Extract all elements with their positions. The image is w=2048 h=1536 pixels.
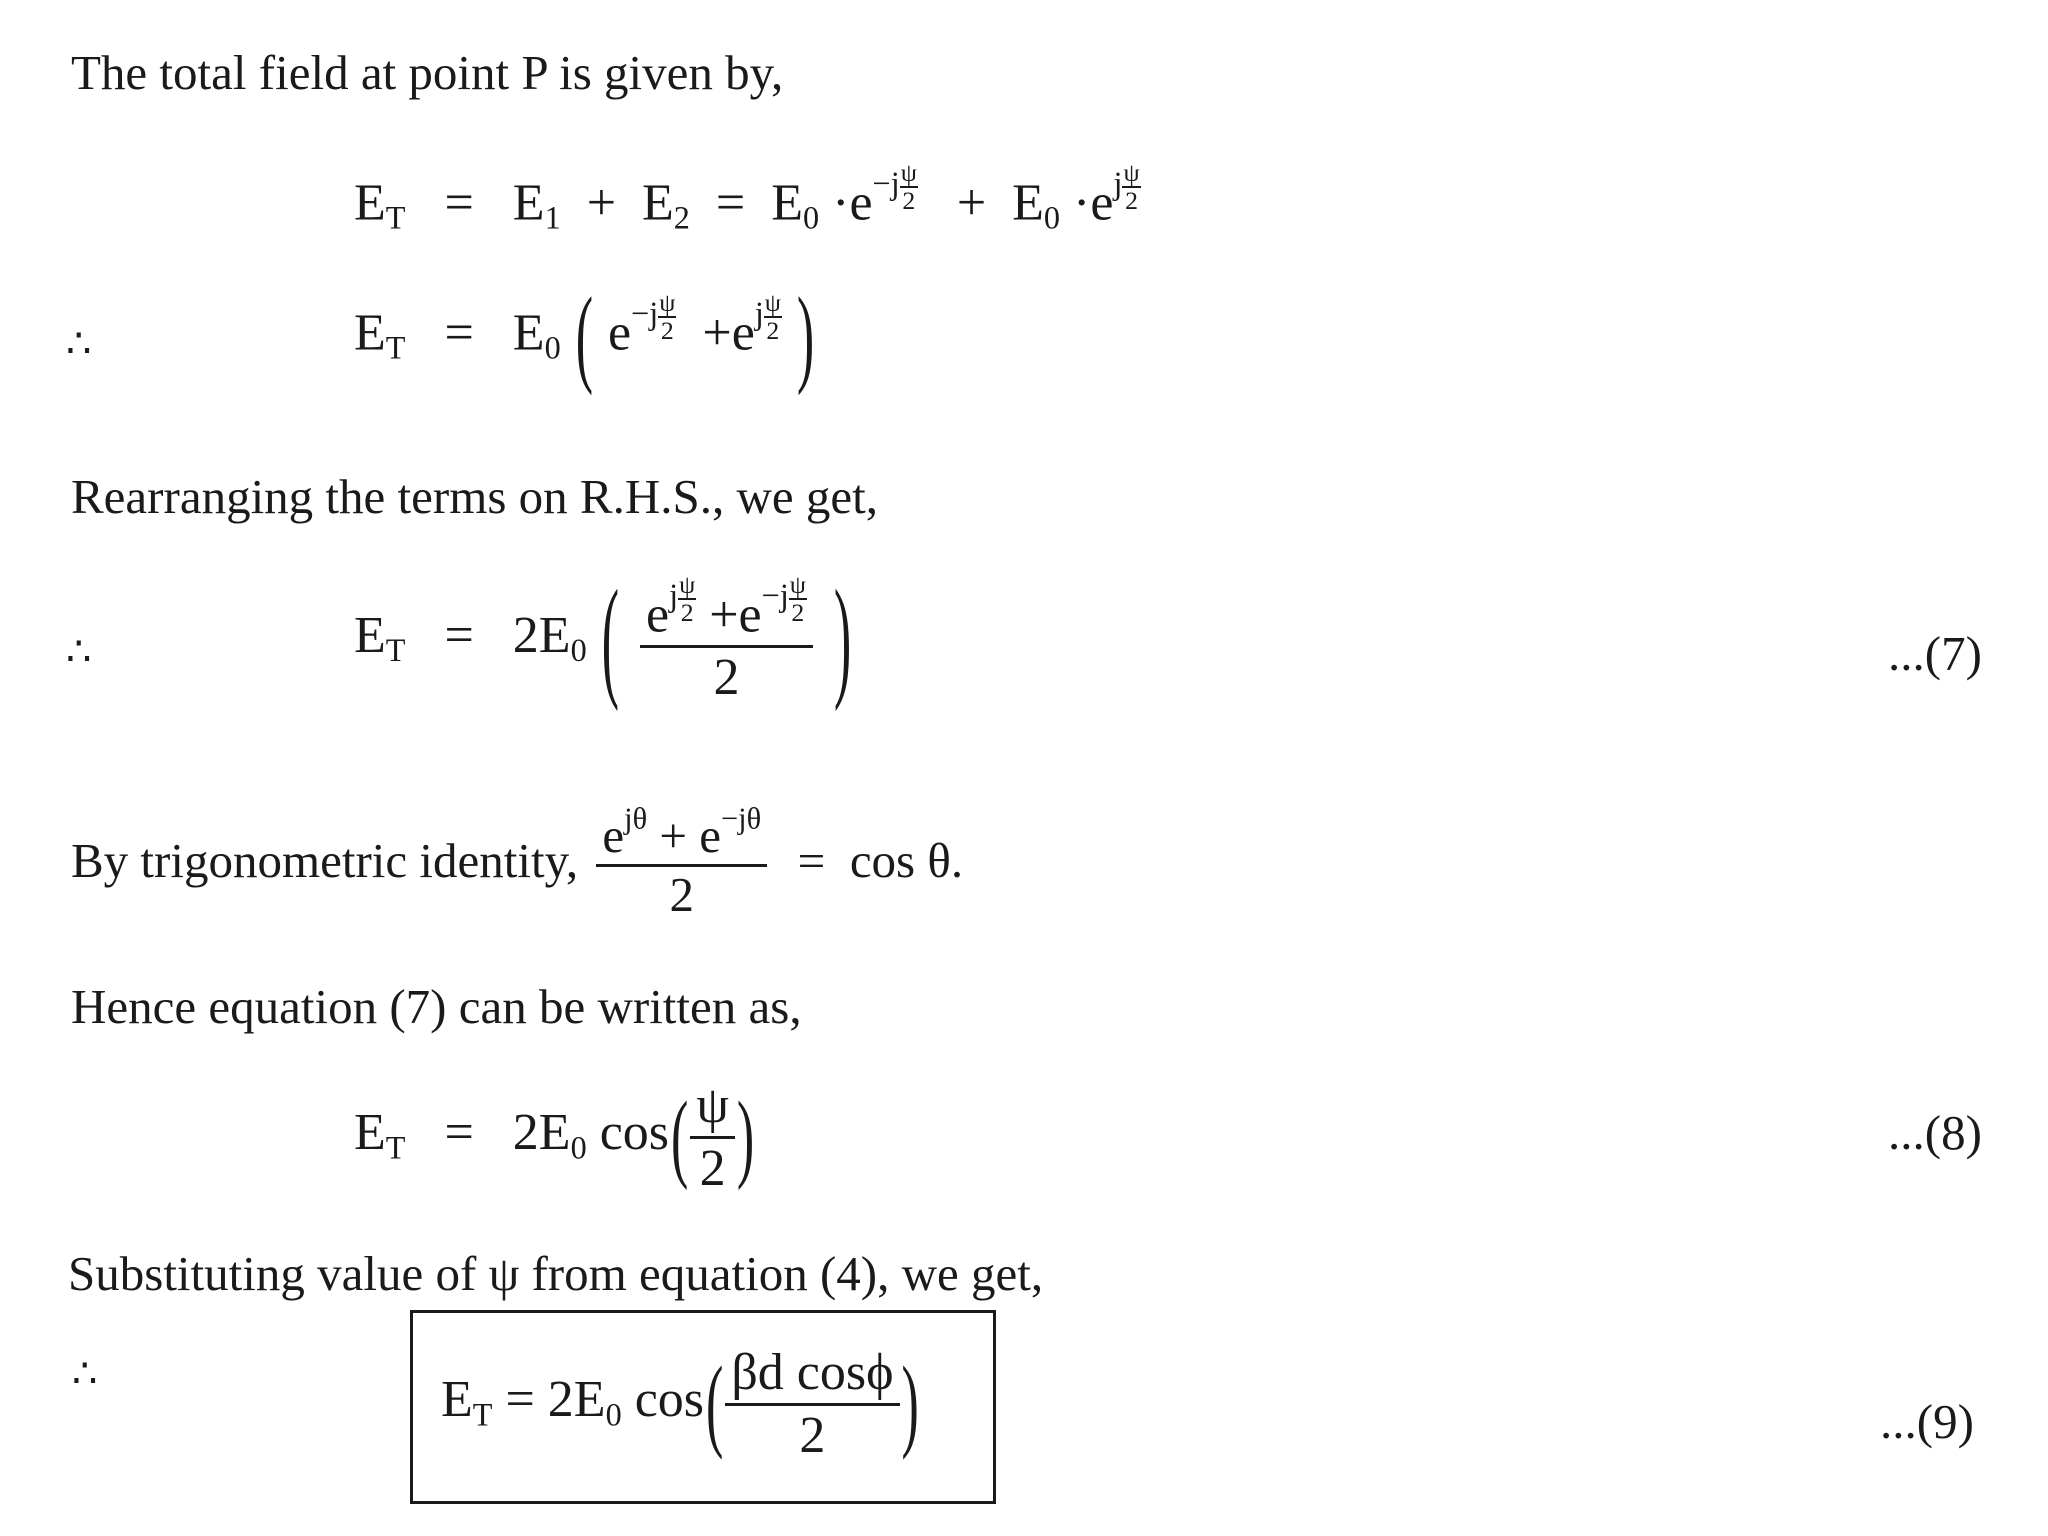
equation-number-9: ...(9)	[1880, 1394, 1974, 1449]
paragraph-hence: Hence equation (7) can be written as,	[71, 979, 802, 1034]
equation-8: $E_T$ = $2E_0$ cos( $\frac{\psi}{2}$ )	[354, 1077, 755, 1197]
paragraph-trig-identity: By trigonometric identity, $\frac{e^{j\theta} + e^{-j\theta}}{2}$ = cos θ.	[71, 801, 964, 923]
therefore-symbol: ∴	[66, 321, 92, 366]
equation-9-box	[410, 1310, 996, 1504]
equation-number-8: ...(8)	[1888, 1105, 1982, 1160]
equation-number-7: ...(7)	[1888, 626, 1982, 681]
equation-total-field-factored: $E_T$ = $E_0$ ( $e^{-j \frac{\psi}{2}}$ $+e^{j \frac{\psi}{2}}$ )	[354, 277, 815, 398]
paragraph-rearranging: Rearranging the terms on R.H.S., we get,	[71, 469, 878, 524]
equation-9: $E_T = 2E_0$ cos( $\frac{\text{βd cosϕ}}{2}$ )	[441, 1344, 919, 1464]
therefore-symbol: ∴	[66, 629, 92, 674]
therefore-symbol: ∴	[72, 1351, 98, 1396]
paragraph-substituting: Substituting value of ψ from equation (4), we get,	[68, 1246, 1044, 1301]
paragraph-total-field: The total field at point P is given by,	[71, 45, 784, 100]
equation-total-field-sum: $E_T$ = $E_1 + E_2 = E_0 \cdot e^{-j \frac{\psi}{2}}$ + $E_0 \cdot e^{j \frac{\psi}{2}}$	[354, 158, 1140, 236]
equation-7: $E_T$ = $2E_0$ ( $e^{j \frac{\psi}{2}}$ $+e^{-j \frac{\psi}{2}}$ 2 )	[354, 565, 852, 715]
